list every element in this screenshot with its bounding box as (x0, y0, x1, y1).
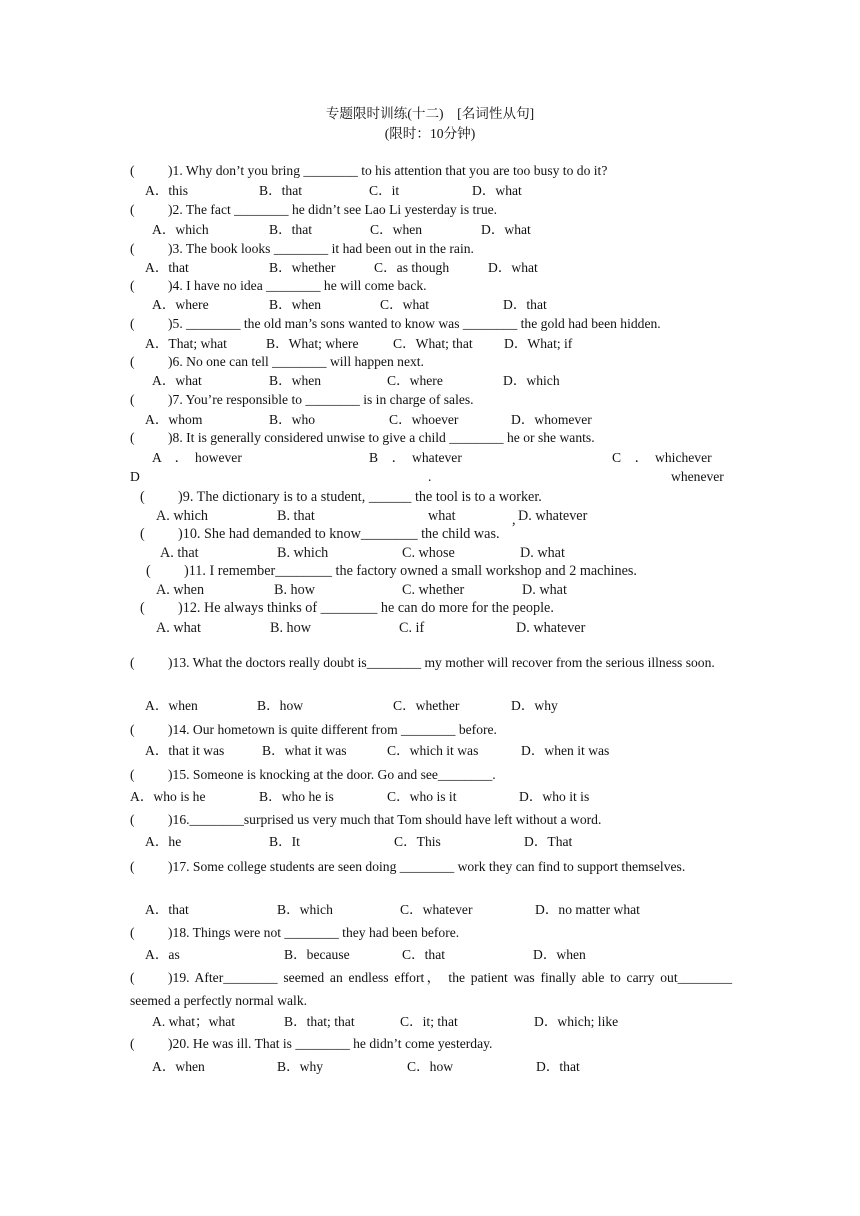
question-stem: )7. You’re responsible to ________ is in charge of sales. (168, 392, 474, 407)
option-a: A．this (145, 183, 189, 198)
option-d: D．when (533, 947, 586, 962)
option-c: C．what (380, 297, 430, 312)
option-a: A. what (156, 620, 201, 636)
option-b: B．why (277, 1059, 324, 1074)
option-d: D．which; like (534, 1014, 619, 1029)
question-stem: )19. After________ seemed an endless effort， the patient was finally able to carry out________ seemed a perfectly normal walk. (130, 970, 732, 1008)
question-stem: )20. He was ill. That is ________ he didn’t come yesterday. (168, 1036, 493, 1051)
option-a: A. which (156, 508, 209, 524)
option-c: C．This (394, 834, 441, 849)
question-stem: )1. Why don’t you bring ________ to his attention that you are too busy to do it? (168, 163, 608, 178)
option-d: D．That (524, 834, 573, 849)
option-c: C．how (407, 1059, 454, 1074)
option-a: A．that (145, 902, 189, 917)
option-b: B．when (269, 297, 322, 312)
option-d: D．that (503, 297, 547, 312)
option-b: B．who (269, 412, 316, 427)
question-stem: )8. It is generally considered unwise to give a child ________ he or she wants. (168, 430, 595, 445)
option-b: B．whether (269, 260, 336, 275)
option-c: C．who is it (387, 789, 457, 804)
option-b: B. how (270, 620, 311, 636)
question-4: ( )4. I have no idea ________ he will come back. (130, 278, 427, 293)
option-a: A．whom (145, 412, 203, 427)
option-a: A．that (145, 260, 189, 275)
option-d: D．What; if (504, 336, 573, 351)
question-3: ( )3. The book looks ________ it had been out in the rain. (130, 241, 474, 256)
question-stem: )11. I remember________ the factory owned a small workshop and 2 machines. (184, 563, 637, 579)
question-17: ( )17. Some college students are seen doing ________ work they can find to support themselves. (130, 859, 686, 874)
option-d: D．what (481, 222, 531, 237)
option-d-dot: . (428, 469, 432, 484)
question-13: ( )13. What the doctors really doubt is________ my mother will recover from the serious illness soon. (130, 655, 715, 670)
option-a: A．that it was (145, 743, 225, 758)
question-9: ( )9. The dictionary is to a student, ______ the tool is to a worker. (140, 489, 542, 505)
option-b: B．It (269, 834, 300, 849)
question-stem: )5. ________ the old man’s sons wanted to know was ________ the gold had been hidden. (168, 316, 661, 331)
question-1: ( )1. Why don’t you bring ________ to his attention that you are too busy to do it? (130, 163, 608, 178)
question-stem: )9. The dictionary is to a student, ______ the tool is to a worker. (178, 489, 542, 505)
question-6: ( )6. No one can tell ________ will happen next. (130, 354, 424, 369)
option-d-letter: D (130, 469, 140, 484)
option-c: C. whose (402, 545, 455, 561)
question-10: ( )10. She had demanded to know________ the child was. (140, 526, 500, 542)
option-b: B. which (277, 545, 329, 561)
question-5: ( )5. ________ the old man’s sons wanted to know was ________ the gold had been hidden. (130, 316, 661, 331)
option-c: what (428, 508, 456, 524)
question-11: ( )11. I remember________ the factory owned a small workshop and 2 machines. (146, 563, 637, 579)
question-stem: )14. Our hometown is quite different from ________ before. (168, 722, 497, 737)
option-c: C．where (387, 373, 443, 388)
option-d-text: whenever (671, 469, 724, 484)
option-a: A．which (152, 222, 209, 237)
option-b: B．because (284, 947, 350, 962)
option-d: D．which (503, 373, 560, 388)
option-b: B. how (274, 582, 315, 598)
worksheet-title: 专题限时训练(十二) [名词性从句] (325, 106, 535, 121)
option-c: C ． whichever (612, 450, 712, 465)
question-20: ( )20. He was ill. That is ________ he didn’t come yesterday. (130, 1036, 493, 1051)
option-d: D. whatever (518, 508, 588, 524)
question-16: ( )16.________surprised us very much that Tom should have left without a word. (130, 812, 602, 827)
option-c: C. whether (402, 582, 465, 598)
question-stem: )3. The book looks ________ it had been out in the rain. (168, 241, 474, 256)
option-a: A．what (152, 373, 202, 388)
option-d: D．that (536, 1059, 580, 1074)
option-b: B．what it was (262, 743, 347, 758)
option-b: B．What; where (266, 336, 359, 351)
question-2: ( )2. The fact ________ he didn’t see Lao Li yesterday is true. (130, 202, 498, 217)
option-c: C．it (369, 183, 400, 198)
option-c: C．What; that (393, 336, 473, 351)
option-b: B．how (257, 698, 304, 713)
option-d: D. whatever (516, 620, 586, 636)
option-a: A．where (152, 297, 209, 312)
question-7: ( )7. You’re responsible to ________ is in charge of sales. (130, 392, 474, 407)
option-d: D．what (472, 183, 522, 198)
option-b: B. that (277, 508, 315, 524)
option-c: C. if (399, 620, 425, 636)
option-b: B．that; that (284, 1014, 355, 1029)
question-15: ( )15. Someone is knocking at the door. Go and see________. (130, 767, 496, 782)
option-c: C．that (402, 947, 446, 962)
question-stem: )10. She had demanded to know________ the child was. (178, 526, 500, 542)
option-b: B．that (269, 222, 313, 237)
option-a: A．when (145, 698, 198, 713)
option-c: C．whether (393, 698, 460, 713)
option-a: A ． however (152, 450, 242, 465)
question-stem: )15. Someone is knocking at the door. Go and see________. (168, 767, 496, 782)
option-d: D．who it is (519, 789, 590, 804)
option-d: D. what (522, 582, 567, 598)
question-19: ( )19. After________ seemed an endless effort， the patient was finally able to carry out________ seemed a perfectly normal walk. (130, 970, 732, 1008)
question-stem: )6. No one can tell ________ will happen next. (168, 354, 424, 369)
question-8: ( )8. It is generally considered unwise to give a child ________ he or she wants. (130, 430, 595, 445)
option-a: A．who is he (130, 789, 206, 804)
option-c: C．whatever (400, 902, 473, 917)
option-c: C．as though (374, 260, 450, 275)
option-b: B．that (259, 183, 303, 198)
option-b: B ． whatever (369, 450, 462, 465)
option-a: A．when (152, 1059, 205, 1074)
option-comma: , (512, 512, 516, 528)
option-d: D．what (488, 260, 538, 275)
option-b: B．when (269, 373, 322, 388)
option-d: D．no matter what (535, 902, 640, 917)
question-12: ( )12. He always thinks of ________ he can do more for the people. (140, 600, 554, 616)
option-a: A．as (145, 947, 180, 962)
time-limit: (限时：10分钟) (384, 126, 476, 141)
option-b: B．which (277, 902, 333, 917)
question-stem: )13. What the doctors really doubt is________ my mother will recover from the serious illness soon. (168, 655, 715, 670)
option-a: A. when (156, 582, 205, 598)
question-18: ( )18. Things were not ________ they had been before. (130, 925, 460, 940)
option-a: A．he (145, 834, 182, 849)
worksheet-header (0, 104, 860, 144)
option-c: C．it; that (400, 1014, 458, 1029)
option-c: C．whoever (389, 412, 459, 427)
option-d: D．why (511, 698, 558, 713)
option-d: D．when it was (521, 743, 610, 758)
option-d: D. what (520, 545, 565, 561)
option-a: A. that (160, 545, 199, 561)
question-stem: )18. Things were not ________ they had been before. (168, 925, 460, 940)
option-d: D．whomever (511, 412, 592, 427)
question-stem: )12. He always thinks of ________ he can do more for the people. (178, 600, 554, 616)
option-a: A. what；what (152, 1014, 236, 1029)
question-14: ( )14. Our hometown is quite different from ________ before. (130, 722, 497, 737)
question-stem: )17. Some college students are seen doing ________ work they can find to support themselves. (168, 859, 686, 874)
question-stem: )4. I have no idea ________ he will come back. (168, 278, 427, 293)
question-stem: )16.________surprised us very much that Tom should have left without a word. (168, 812, 602, 827)
option-c: C．which it was (387, 743, 479, 758)
option-b: B．who he is (259, 789, 334, 804)
question-stem: )2. The fact ________ he didn’t see Lao Li yesterday is true. (168, 202, 498, 217)
option-c: C．when (370, 222, 423, 237)
option-a: A．That; what (145, 336, 227, 351)
